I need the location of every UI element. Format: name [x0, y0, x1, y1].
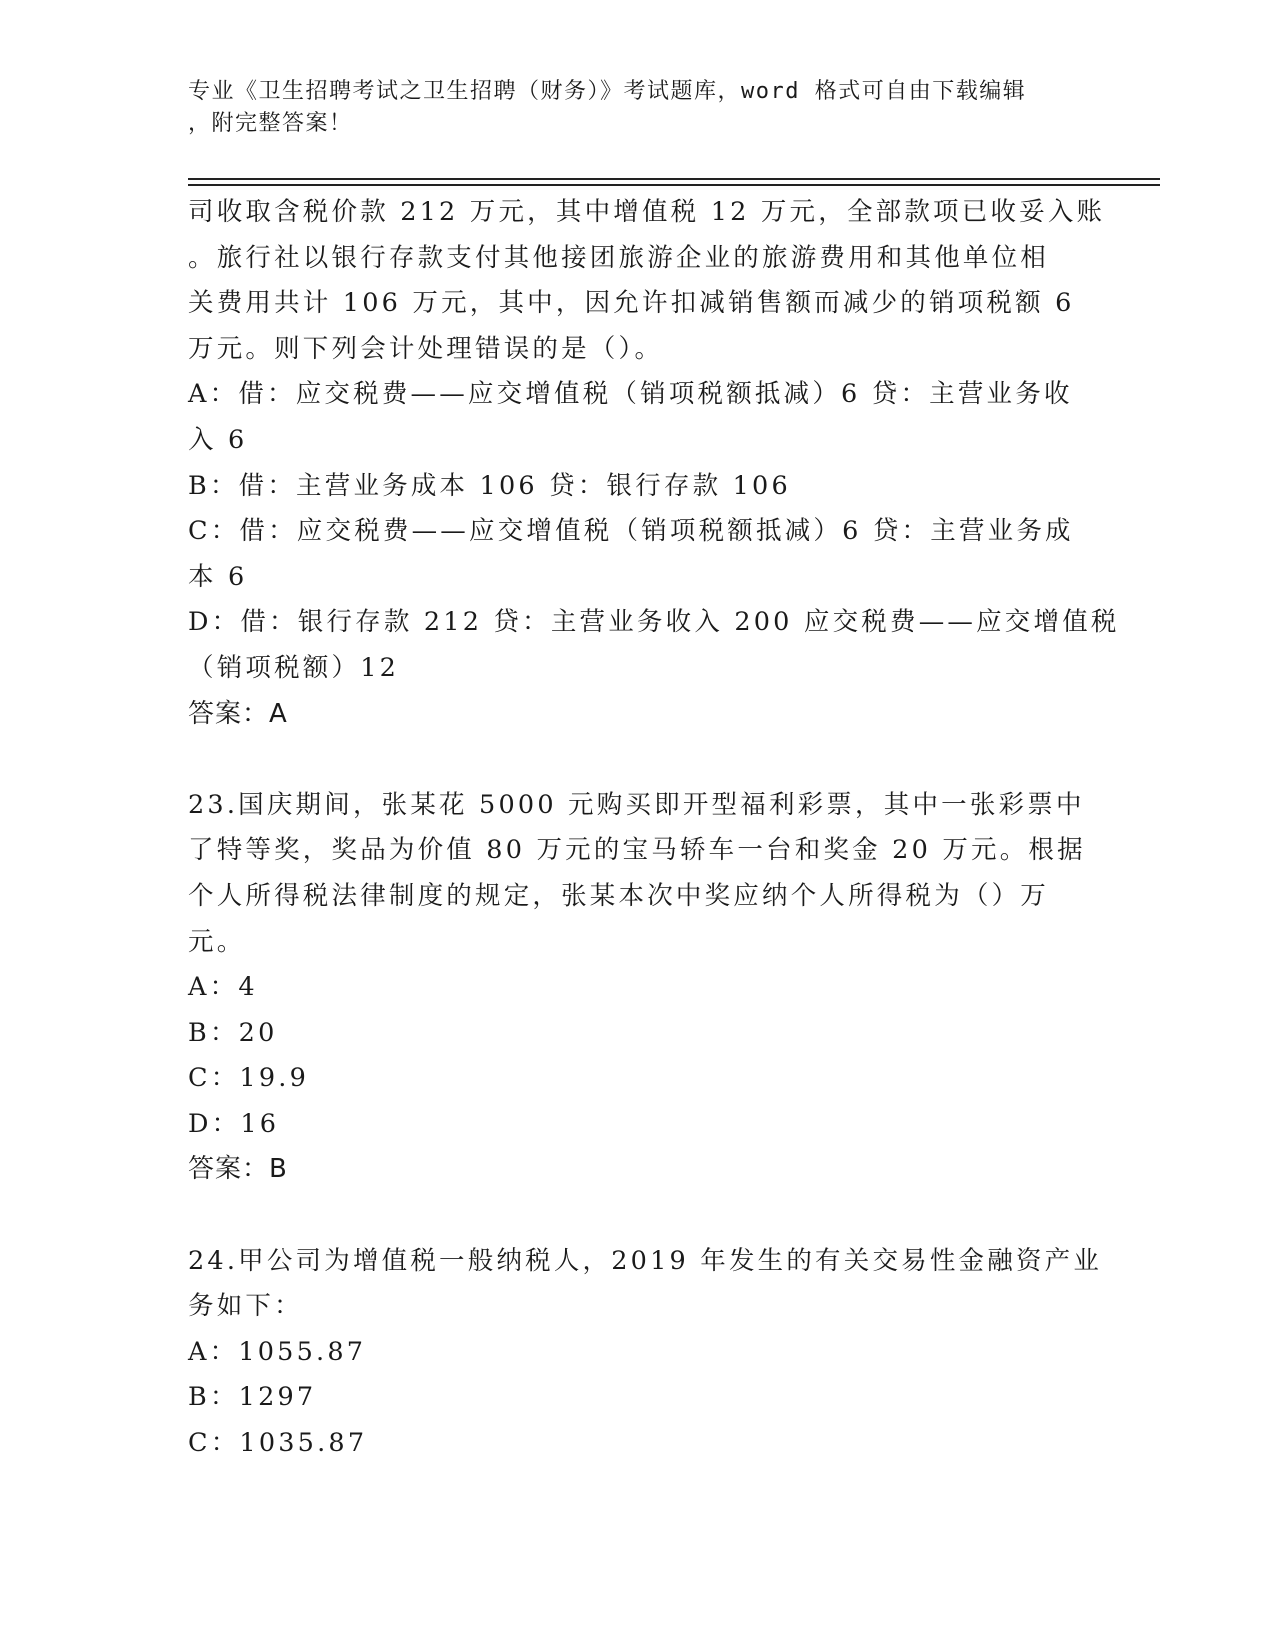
- question-text-line: 23.国庆期间，张某花 5000 元购买即开型福利彩票，其中一张彩票中: [188, 789, 1085, 820]
- header-divider-bottom: [188, 184, 1160, 186]
- question-spacer: [188, 737, 1088, 783]
- question-text-line: 个人所得税法律制度的规定，张某本次中奖应纳个人所得税为（）万: [188, 880, 1050, 911]
- option-c: C：19.9: [188, 1063, 309, 1094]
- question-text-line: 关费用共计 106 万元，其中，因允许扣减销售额而减少的销项税额 6: [188, 288, 1075, 319]
- option-c: C：1035.87: [188, 1428, 368, 1459]
- option-d: D：借：银行存款 212 贷：主营业务收入 200 应交税费——应交增值税: [188, 607, 1120, 638]
- option-b: B：借：主营业务成本 106 贷：银行存款 106: [188, 470, 791, 501]
- question-text-line: 24.甲公司为增值税一般纳税人，2019 年发生的有关交易性金融资产业: [188, 1245, 1103, 1276]
- option-d-continued: （销项税额）12: [188, 652, 400, 683]
- question-text-line: 元。: [188, 926, 246, 957]
- option-a: A：1055.87: [188, 1336, 367, 1367]
- option-b: B：20: [188, 1017, 278, 1048]
- question-spacer: [188, 1193, 1088, 1239]
- answer-label: 答案：A: [188, 698, 288, 729]
- header-divider-top: [188, 178, 1160, 180]
- option-a: A：借：应交税费——应交增值税（销项税额抵减）6 贷：主营业务收: [188, 379, 1073, 410]
- header-line-1: 专业《卫生招聘考试之卫生招聘（财务）》考试题库，word 格式可自由下载编辑: [188, 79, 1027, 104]
- question-text-line: 。旅行社以银行存款支付其他接团旅游企业的旅游费用和其他单位相: [188, 242, 1050, 273]
- option-a-continued: 入 6: [188, 424, 248, 455]
- option-d: D：16: [188, 1108, 280, 1139]
- option-c-continued: 本 6: [188, 561, 248, 592]
- question-24: [188, 1239, 1103, 1467]
- question-23: [188, 783, 1088, 1193]
- header-line-2: ，附完整答案！: [188, 111, 353, 136]
- question-text-line: 司收取含税价款 212 万元，其中增值税 12 万元，全部款项已收妥入账: [188, 197, 1106, 227]
- answer-label: 答案：B: [188, 1154, 288, 1185]
- option-c: C：借：应交税费——应交增值税（销项税额抵减）6 贷：主营业务成: [188, 516, 1074, 547]
- question-text-line: 了特等奖，奖品为价值 80 万元的宝马轿车一台和奖金 20 万元。根据: [188, 835, 1086, 866]
- option-b: B：1297: [188, 1382, 317, 1413]
- question-text-line: 万元。则下列会计处理错误的是（）。: [188, 333, 664, 364]
- option-a: A：4: [188, 972, 258, 1003]
- question-content: [188, 190, 1120, 1467]
- question-text-line: 务如下：: [188, 1291, 303, 1322]
- document-header: [188, 76, 1088, 140]
- question-22: [188, 190, 1120, 737]
